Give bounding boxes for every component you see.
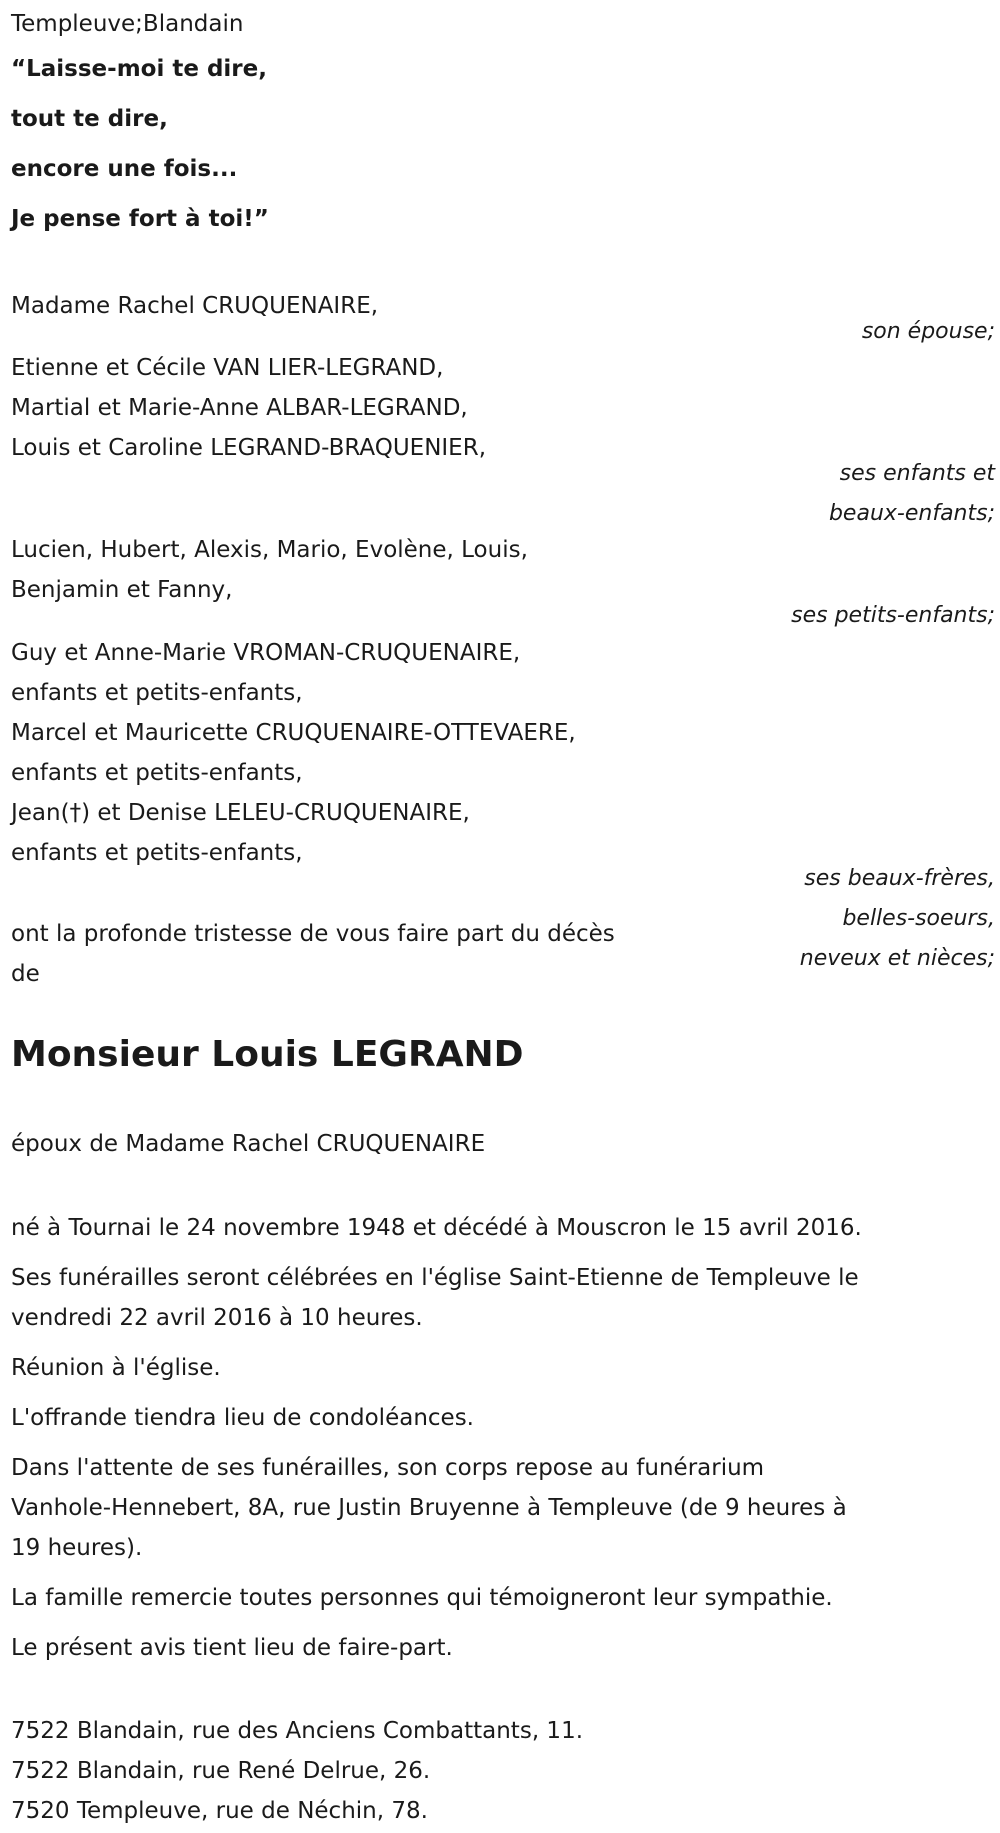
family-relation: beaux-enfants; [828,501,995,526]
family-relation: ses beaux-frères, [804,866,995,891]
detail-line: L'offrande tiendra lieu de condoléances. [11,1405,474,1431]
detail-line: Le présent avis tient lieu de faire-part. [11,1635,453,1661]
family-name-line: enfants et petits-enfants, [11,760,303,786]
quote-line: Je pense fort à toi!” [11,206,269,232]
family-name-line: Louis et Caroline LEGRAND-BRAQUENIER, [11,435,487,461]
address-line: 7520 Templeuve, rue de Néchin, 78. [11,1798,428,1824]
announcement-line: de [11,961,40,987]
detail-line: vendredi 22 avril 2016 à 10 heures. [11,1305,423,1331]
quote-line: “Laisse-moi te dire, [11,56,267,82]
family-name-line: Madame Rachel CRUQUENAIRE, [11,293,379,319]
family-relation: ses enfants et [839,461,995,486]
family-relation: belles-soeurs, [842,906,995,931]
detail-line: 19 heures). [11,1535,143,1561]
detail-line: Dans l'attente de ses funérailles, son corps repose au funérarium [11,1455,765,1481]
detail-line: né à Tournai le 24 novembre 1948 et décédé à Mouscron le 15 avril 2016. [11,1215,862,1241]
deceased-name: Monsieur Louis LEGRAND [11,1034,524,1075]
detail-line: Ses funérailles seront célébrées en l'église Saint-Etienne de Templeuve le [11,1265,859,1291]
family-name-line: Martial et Marie-Anne ALBAR-LEGRAND, [11,395,468,421]
spouse-line: époux de Madame Rachel CRUQUENAIRE [11,1131,486,1157]
family-name-line: enfants et petits-enfants, [11,680,303,706]
family-name-line: Marcel et Mauricette CRUQUENAIRE-OTTEVAERE, [11,720,576,746]
family-name-line: Lucien, Hubert, Alexis, Mario, Evolène, Louis, [11,537,528,563]
family-name-line: Benjamin et Fanny, [11,577,233,603]
quote-line: tout te dire, [11,106,168,132]
detail-line: Vanhole-Hennebert, 8A, rue Justin Bruyenne à Templeuve (de 9 heures à [11,1495,847,1521]
address-line: 7522 Blandain, rue René Delrue, 26. [11,1758,431,1784]
address-line: 7522 Blandain, rue des Anciens Combattants, 11. [11,1718,584,1744]
family-relation: son épouse; [861,319,995,344]
family-name-line: Etienne et Cécile VAN LIER-LEGRAND, [11,355,444,381]
quote-line: encore une fois... [11,156,238,182]
family-name-line: enfants et petits-enfants, [11,840,303,866]
family-name-line: Guy et Anne-Marie VROMAN-CRUQUENAIRE, [11,640,521,666]
place-header: Templeuve;Blandain [11,11,244,37]
detail-line: Réunion à l'église. [11,1355,221,1381]
family-name-line: Jean(†) et Denise LELEU-CRUQUENAIRE, [11,800,470,826]
family-relation: ses petits-enfants; [791,603,995,628]
detail-line: La famille remercie toutes personnes qui témoigneront leur sympathie. [11,1585,833,1611]
announcement-line: ont la profonde tristesse de vous faire part du décès [11,921,615,947]
family-relation: neveux et nièces; [799,946,995,971]
